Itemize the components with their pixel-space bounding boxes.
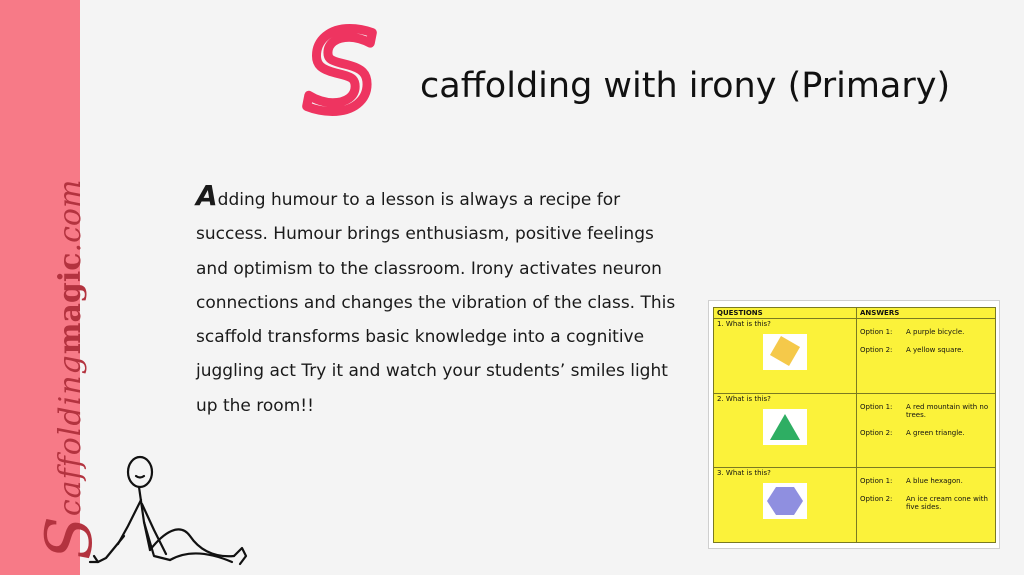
title-first-letter — [298, 18, 418, 118]
yellow-square-shape — [765, 335, 805, 369]
shape-frame — [763, 409, 807, 445]
option-row — [860, 328, 992, 336]
page-title: caffolding with irony (Primary) — [420, 66, 951, 106]
drop-cap: A — [196, 179, 218, 212]
question-cell — [714, 319, 857, 394]
intro-paragraph — [196, 179, 686, 423]
worksheet-image — [708, 300, 1000, 549]
shape-frame — [763, 334, 807, 370]
option-row — [860, 429, 992, 437]
option-row — [860, 346, 992, 354]
table-row — [714, 319, 996, 394]
option-value: A green triangle. — [906, 428, 965, 437]
title-first-letter-glyph: S — [306, 18, 376, 118]
question-label: 1. What is this? — [717, 320, 771, 328]
answers-header: ANSWERS — [857, 308, 996, 319]
questions-header: QUESTIONS — [714, 308, 857, 319]
blue-hexagon-shape — [765, 484, 805, 518]
table-row — [714, 468, 996, 543]
option-row — [860, 495, 992, 511]
option-key: Option 1: — [860, 328, 893, 336]
option-value: A blue hexagon. — [906, 477, 963, 486]
option-value: A purple bicycle. — [906, 328, 965, 336]
option-row — [860, 403, 992, 419]
option-key: Option 2: — [860, 346, 893, 354]
green-triangle-shape — [765, 410, 805, 444]
answer-cell — [857, 468, 996, 543]
option-key: Option 1: — [860, 402, 893, 411]
brand-script-part: caffolding — [52, 354, 88, 517]
question-label: 3. What is this? — [717, 469, 771, 478]
worksheet-header-row — [714, 308, 996, 319]
stick-figure-illustration — [84, 452, 254, 568]
paragraph-text: dding humour to a lesson is always a recipe for success. Humour brings enthusiasm, positive feelings and optimism to the classroom. Irony activates neuron connections and changes the vibration of the class. This scaffold transforms basic knowledge into a cognitive juggling act Try it and watch your students’ smiles light up the room!! — [196, 190, 676, 416]
brand-band — [0, 0, 107, 575]
option-value: An ice cream cone with five sides. — [906, 495, 988, 512]
brand-bold-part: magic — [52, 252, 88, 355]
question-label: 2. What is this? — [717, 394, 771, 403]
option-value: A yellow square. — [906, 346, 964, 354]
option-key: Option 1: — [860, 477, 893, 486]
brand-tail-part: .com — [52, 179, 88, 253]
answer-cell — [857, 319, 996, 394]
option-key: Option 2: — [860, 428, 893, 437]
question-cell — [714, 393, 857, 468]
table-row — [714, 393, 996, 468]
shape-frame — [763, 483, 807, 519]
answer-cell — [857, 393, 996, 468]
option-key: Option 2: — [860, 495, 893, 504]
brand-first-letter: S — [33, 516, 107, 560]
option-row — [860, 477, 992, 485]
worksheet-table — [713, 307, 996, 543]
question-cell — [714, 468, 857, 543]
option-value: A red mountain with no trees. — [906, 402, 989, 419]
